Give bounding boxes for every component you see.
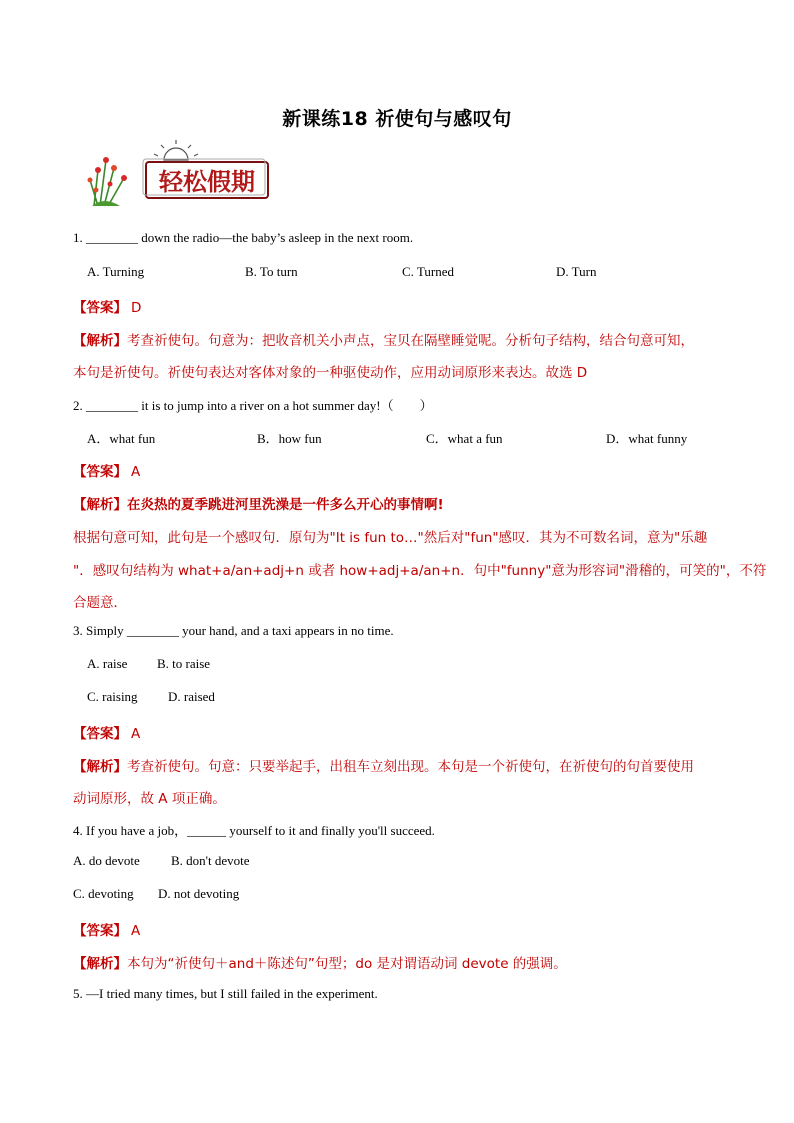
question-4-answer [73, 919, 140, 940]
question-2-option-d: D．what funny [606, 431, 688, 446]
analysis-tag: 【解析】 [73, 759, 127, 775]
question-4-option-c: C. devoting [73, 886, 134, 901]
question-1-option-a: A. Turning [87, 264, 145, 279]
question-3-option-c: C. raising [87, 689, 138, 704]
question-1-option-b: B. To turn [245, 264, 298, 279]
question-3-analysis [73, 755, 694, 776]
analysis-text: 动词原形，故 A 项正确。 [73, 791, 226, 807]
question-1-stem: 1. ________ down the radio—the baby’s asleep in the next room. [73, 230, 414, 245]
question-3-stem: 3. Simply ________ your hand, and a taxi appears in no time. [73, 623, 394, 638]
analysis-text: 本句为“祈使句＋and＋陈述句”句型；do 是对谓语动词 devote 的强调。 [127, 956, 567, 972]
analysis-text: 合题意． [73, 595, 127, 611]
answer-tag: 【答案】 [73, 726, 127, 742]
analysis-text: "．感叹句结构为 what+a/an+adj+n 或者 how+adj+a/an+n．句中"funny"意为形容词"滑稽的，可笑的"，不符 [73, 563, 767, 579]
question-2-option-a: A．what fun [87, 431, 156, 446]
holiday-logo [84, 140, 274, 212]
flower-icon [88, 157, 128, 206]
question-1-analysis [73, 329, 694, 350]
question-2-stem: 2. ________ it is to jump into a river on a hot summer day!（ ） [73, 398, 433, 413]
analysis-tag: 【解析】 [73, 333, 127, 349]
answer-tag: 【答案】 [73, 300, 127, 316]
analysis-tag: 【解析】 [73, 497, 127, 513]
analysis-text: 考查祈使句。句意：只要举起手，出租车立刻出现。本句是一个祈使句，在祈使句的句首要使用 [127, 759, 694, 775]
answer-value: A [131, 464, 141, 480]
question-4-option-d: D. not devoting [158, 886, 240, 901]
analysis-text: 根据句意可知，此句是一个感叹句．原句为"It is fun to…"然后对"fun"感叹．其为不可数名词，意为"乐趣 [73, 530, 708, 546]
question-4-option-b: B. don't devote [171, 853, 250, 868]
logo-text: 轻松假期 [159, 168, 255, 196]
answer-value: D [131, 300, 142, 316]
analysis-text: 在炎热的夏季跳进河里洗澡是一件多么开心的事情啊! [127, 497, 444, 513]
question-2-answer [73, 460, 140, 481]
page-title: 新课练18 祈使句与感叹句 [282, 108, 512, 130]
answer-value: A [131, 726, 141, 742]
question-2-option-b: B．how fun [257, 431, 322, 446]
question-2-analysis [73, 493, 444, 514]
question-3-option-d: D. raised [168, 689, 215, 704]
question-4-analysis [73, 952, 567, 973]
analysis-text: 考查祈使句。句意为：把收音机关小声点，宝贝在隔壁睡觉呢。分析句子结构，结合句意可知， [127, 333, 694, 349]
question-3-answer [73, 722, 140, 743]
answer-tag: 【答案】 [73, 464, 127, 480]
analysis-tag: 【解析】 [73, 956, 127, 972]
sun-icon [154, 140, 198, 160]
question-1-option-c: C. Turned [402, 264, 455, 279]
question-3-option-b: B. to raise [157, 656, 211, 671]
question-4-option-a: A. do devote [73, 853, 140, 868]
question-4-stem: 4. If you have a job，______ yourself to it and finally you'll succeed. [73, 823, 435, 838]
answer-tag: 【答案】 [73, 923, 127, 939]
question-3-option-a: A. raise [87, 656, 128, 671]
question-1-option-d: D. Turn [556, 264, 597, 279]
question-2-option-c: C．what a fun [426, 431, 503, 446]
analysis-text: 本句是祈使句。祈使句表达对客体对象的一种驱使动作，应用动词原形来表达。故选 D [73, 365, 588, 381]
question-1-answer [73, 296, 141, 317]
answer-value: A [131, 923, 141, 939]
flower-sun-illustration [84, 140, 274, 212]
question-5-stem: 5. —I tried many times, but I still failed in the experiment. [73, 986, 378, 1001]
